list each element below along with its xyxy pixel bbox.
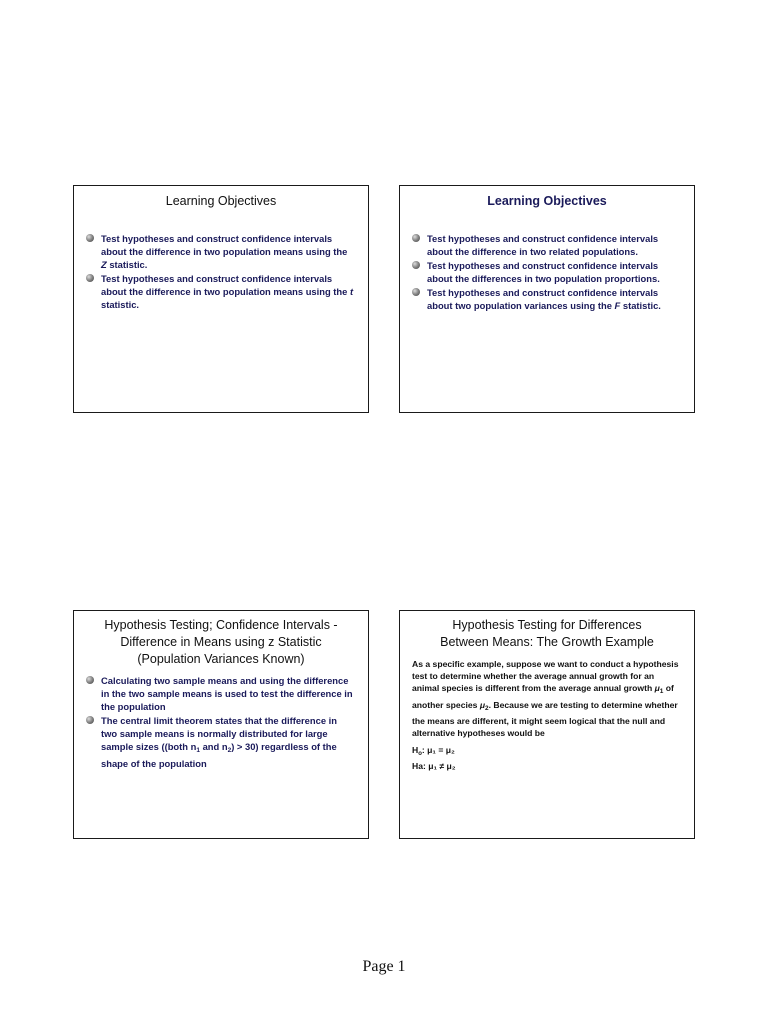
bullet-text-end: ) > 30) regardless of the shape of the population <box>101 741 337 769</box>
subscript: o <box>418 751 422 757</box>
bullet-emphasis: Z <box>101 259 107 270</box>
slide-1-title: Learning Objectives <box>165 194 277 208</box>
bullet-text: Calculating two sample means and using the difference in the two sample means is used to test the difference in the population <box>101 675 353 712</box>
slide-3-bullets <box>86 674 354 771</box>
bullet-icon <box>86 234 94 242</box>
bullet-emphasis: F <box>614 300 621 311</box>
paragraph-text: . Because we are testing to determine whether the means are different, it might seem logical that the null and alternative hypotheses would be <box>412 699 678 739</box>
bullet-text-mid: and n <box>199 741 228 752</box>
bullet-item <box>412 232 680 258</box>
null-hypothesis <box>412 744 456 760</box>
mu-symbol: μ <box>479 699 486 710</box>
bullet-icon <box>86 274 94 282</box>
slide-1-bullets <box>86 232 354 312</box>
mu-symbol: μ <box>654 683 660 694</box>
subscript: 2 <box>485 704 489 712</box>
hypotheses <box>412 744 456 772</box>
title-line: Between Means: The Growth Example <box>440 634 654 649</box>
bullet-icon <box>86 716 94 724</box>
slide-3 <box>73 610 369 839</box>
title-line: Hypothesis Testing; Confidence Intervals - <box>104 618 338 632</box>
title-line: (Population Variances Known) <box>137 651 305 666</box>
slide-2-title: Learning Objectives <box>487 194 607 208</box>
bullet-item <box>86 232 354 271</box>
bullet-icon <box>412 261 420 269</box>
bullet-icon <box>412 288 420 296</box>
paragraph-text: As a specific example, suppose we want to conduct a hypothesis test to determine whether the average annual growth for an animal species is different from the average annual growth <box>412 659 679 694</box>
bullet-icon <box>86 676 94 684</box>
h0-lead: H <box>412 745 419 755</box>
page-number: Page 1 <box>362 958 406 975</box>
bullet-text: Test hypotheses and construct confidence intervals about the difference in two population means using the <box>101 233 348 257</box>
ha-equation: μ₁ ≠ μ₂ <box>428 761 456 772</box>
bullet-text-end: statistic. <box>106 259 148 270</box>
bullet-item <box>86 272 354 311</box>
subscript: 1 <box>659 688 664 696</box>
bullet-text: Test hypotheses and construct confidence intervals about two population variances using the <box>427 287 659 311</box>
slide-3-title <box>74 617 368 667</box>
bullet-item <box>412 286 680 312</box>
title-line: Difference in Means using z Statistic <box>120 634 322 649</box>
bullet-icon <box>412 234 420 242</box>
alternative-hypothesis <box>412 760 456 772</box>
slide-4-paragraph <box>412 658 680 739</box>
bullet-text: The central limit theorem states that the difference in two sample means is normally distributed for large sample sizes ((both n <box>101 715 337 752</box>
title-line: Hypothesis Testing for Differences <box>452 618 642 632</box>
bullet-text: Test hypotheses and construct confidence intervals about the difference in two population means using the <box>101 273 350 297</box>
slide-4-title <box>400 617 694 650</box>
slide-4 <box>399 610 695 839</box>
bullet-item <box>86 674 354 713</box>
bullet-emphasis: t <box>349 286 354 297</box>
bullet-text-end: statistic. <box>620 300 661 311</box>
bullet-item <box>412 259 680 285</box>
bullet-text-end: statistic. <box>101 299 140 310</box>
bullet-text: Test hypotheses and construct confidence intervals about the differences in two population proportions. <box>427 260 660 284</box>
slide-1 <box>73 185 369 413</box>
subscript: 2 <box>227 747 232 754</box>
bullet-item <box>86 714 354 770</box>
ha-lead: Ha: <box>412 761 429 772</box>
paragraph-text: of another species <box>412 683 674 710</box>
h0-equation: : μ₁ = μ₂ <box>421 745 455 755</box>
bullet-text: Test hypotheses and construct confidence intervals about the difference in two related populations. <box>427 233 659 257</box>
slide-2-bullets <box>412 232 680 313</box>
subscript: 1 <box>196 747 200 754</box>
slide-2 <box>399 185 695 413</box>
